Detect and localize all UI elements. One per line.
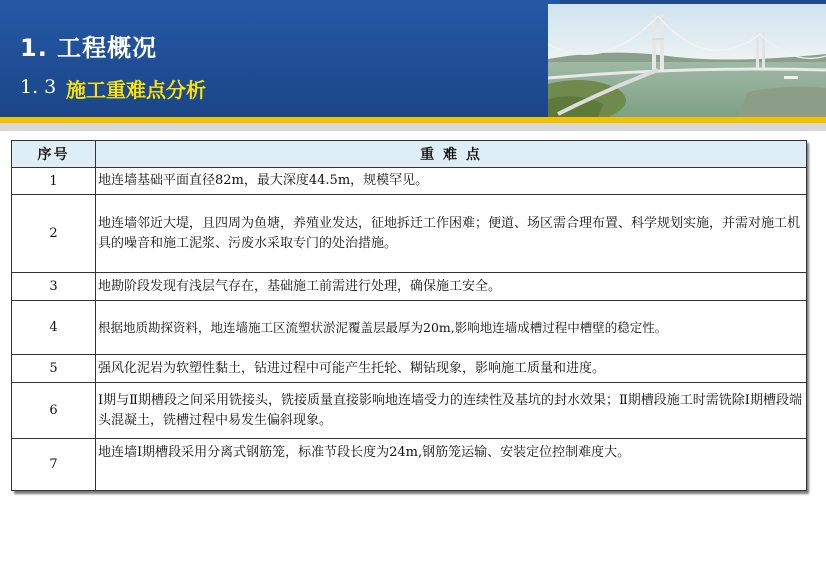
table-row	[12, 195, 807, 273]
row-text: 根据地质勘探资料，地连墙施工区流塑状淤泥覆盖层最厚为20m,影响地连墙成槽过程中槽壁的稳定性。	[96, 301, 807, 355]
header-difficulty: 重 难 点	[96, 141, 807, 168]
row-number: 3	[12, 273, 96, 301]
section-number: 1. 3	[20, 76, 57, 98]
bridge-photo	[548, 4, 826, 117]
suspension-bridge-photo-icon	[548, 4, 826, 117]
difficulty-table-container	[11, 140, 806, 491]
table-row	[12, 439, 807, 491]
difficulty-table	[11, 140, 807, 491]
page-title: 1. 工程概况	[20, 34, 158, 62]
row-text: 地连墙基础平面直径82m，最大深度44.5m，规模罕见。	[96, 168, 807, 195]
row-number: 7	[12, 439, 96, 491]
table-row	[12, 168, 807, 195]
gray-stripe	[0, 123, 826, 131]
table-row	[12, 355, 807, 383]
row-number: 2	[12, 195, 96, 273]
table-row	[12, 383, 807, 439]
row-text: 地连墙邻近大堤，且四周为鱼塘，养殖业发达，征地拆迁工作困难；便道、场区需合理布置、科学规划实施，并需对施工机具的噪音和施工泥浆、污废水采取专门的处治措施。	[96, 195, 807, 273]
row-text: 强风化泥岩为软塑性黏土，钻进过程中可能产生托轮、糊钻现象，影响施工质量和进度。	[96, 355, 807, 383]
row-number: 4	[12, 301, 96, 355]
table-row	[12, 273, 807, 301]
row-number: 5	[12, 355, 96, 383]
table-header-row	[12, 141, 807, 168]
section-title: 施工重难点分析	[66, 78, 206, 102]
row-number: 6	[12, 383, 96, 439]
row-number: 1	[12, 168, 96, 195]
header-no: 序号	[12, 141, 96, 168]
row-text: Ⅰ期与Ⅱ期槽段之间采用铣接头，铣接质量直接影响地连墙受力的连续性及基坑的封水效果；Ⅱ期槽段施工时需铣除Ⅰ期槽段端头混凝土，铣槽过程中易发生偏斜现象。	[96, 383, 807, 439]
table-row	[12, 301, 807, 355]
row-text: 地连墙Ⅰ期槽段采用分离式钢筋笼，标准节段长度为24m,钢筋笼运输、安装定位控制难度大。	[96, 439, 807, 491]
row-text: 地勘阶段发现有浅层气存在，基础施工前需进行处理，确保施工安全。	[96, 273, 807, 301]
